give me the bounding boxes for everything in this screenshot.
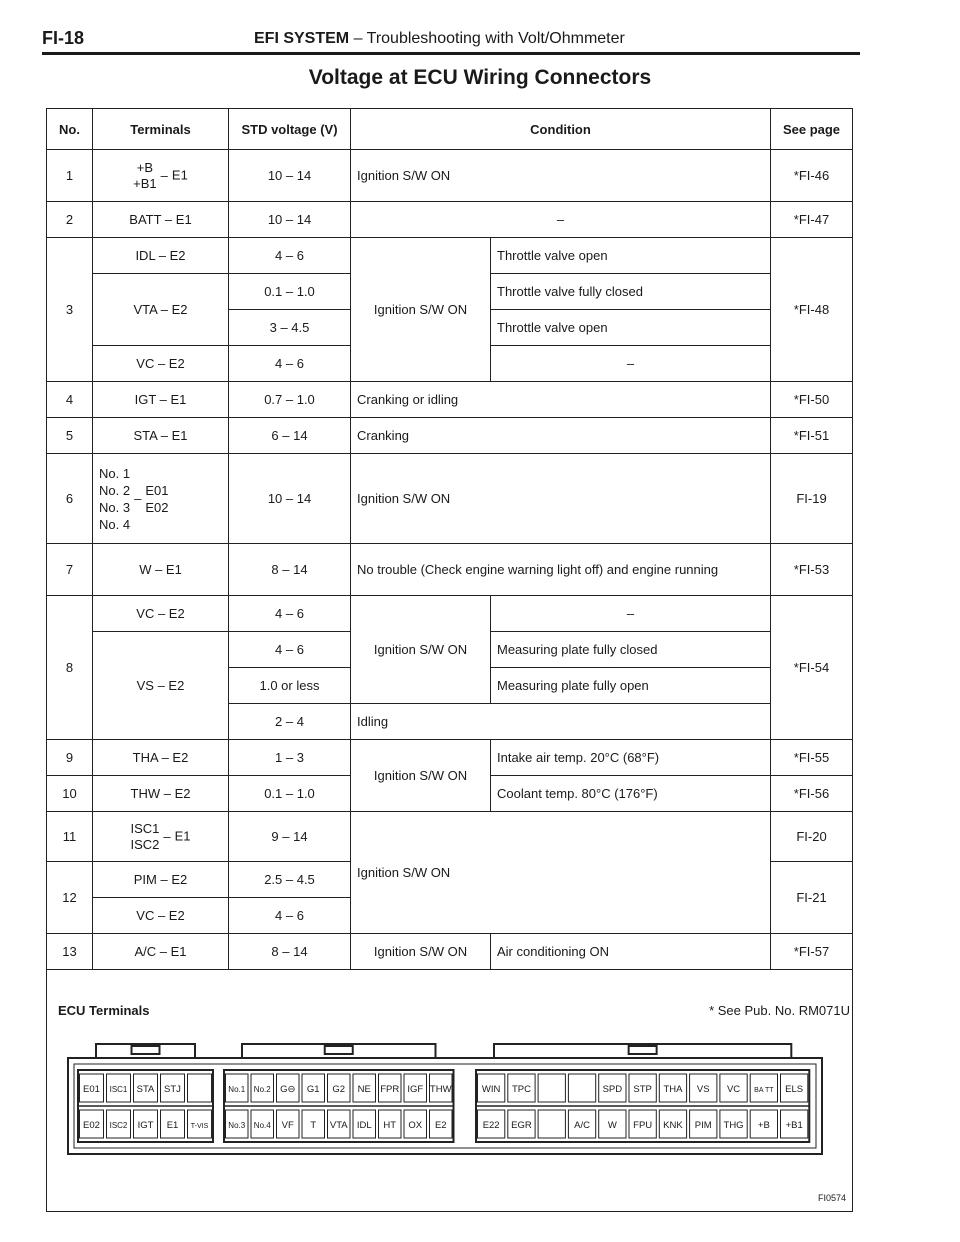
row-no: 7 — [47, 544, 93, 596]
connector-pin-label: W — [607, 1120, 617, 1131]
connector-pin-label: G2 — [332, 1084, 346, 1095]
row-terminals: THA – E2 — [93, 740, 229, 776]
col-no: No. — [47, 109, 93, 150]
connector-pin-label: THG — [723, 1120, 744, 1131]
connector-pin-label: ISC1 — [109, 1085, 128, 1094]
terminal-top: ISC1 — [130, 820, 160, 836]
connector-pin-label: No.2 — [253, 1085, 271, 1094]
connector-pin-label: T-VIS — [190, 1123, 209, 1130]
cylinder-1: No. 1 — [99, 465, 131, 481]
row-see: *FI-56 — [771, 776, 853, 812]
connector-pin-label: +B1 — [785, 1120, 803, 1131]
table-row — [47, 812, 853, 862]
row-std: 4 – 6 — [229, 596, 351, 632]
page-title: Voltage at ECU Wiring Connectors — [308, 66, 652, 89]
row-subcondition: Throttle valve open — [491, 238, 771, 274]
ground-e01: E01 — [145, 482, 169, 498]
row-see: *FI-54 — [771, 596, 853, 740]
row-condition: Ignition S/W ON — [351, 740, 491, 812]
row-std: 0.7 – 1.0 — [229, 382, 351, 418]
row-see: *FI-57 — [771, 934, 853, 970]
row-std: 8 – 14 — [229, 934, 351, 970]
row-see: *FI-55 — [771, 740, 853, 776]
connector-latch-key — [629, 1046, 657, 1054]
row-subcondition: Coolant temp. 80°C (176°F) — [491, 776, 771, 812]
table-row — [47, 544, 853, 596]
page-header — [42, 26, 860, 52]
connector-latch-key — [132, 1046, 160, 1054]
connector-pin-label: E1 — [166, 1120, 179, 1131]
row-subcondition: Measuring plate fully open — [491, 668, 771, 704]
connector-pin-label: E2 — [434, 1120, 447, 1131]
connector-pin-label: EGR — [511, 1120, 532, 1131]
connector-pin-label: VC — [726, 1084, 741, 1095]
connector-pin-label: IGT — [137, 1120, 154, 1131]
table-row — [47, 740, 853, 776]
row-std: 3 – 4.5 — [229, 310, 351, 346]
row-no: 3 — [47, 238, 93, 382]
row-std: 9 – 14 — [229, 812, 351, 862]
row-terminals: THW – E2 — [93, 776, 229, 812]
row-see: *FI-50 — [771, 382, 853, 418]
terminal-bottom: ISC2 — [130, 836, 160, 852]
connector-pin-label: No.4 — [253, 1121, 271, 1130]
row-terminals: VC – E2 — [93, 596, 229, 632]
row-no: 10 — [47, 776, 93, 812]
terminal-dash: – — [160, 168, 168, 183]
row-subcondition: – — [491, 596, 771, 632]
table-row — [47, 238, 853, 274]
row-no: 9 — [47, 740, 93, 776]
col-terminals: Terminals — [93, 109, 229, 150]
row-no: 11 — [47, 812, 93, 862]
row-std: 10 – 14 — [229, 150, 351, 202]
cylinder-2: No. 2 — [99, 482, 131, 498]
row-std: 2 – 4 — [229, 704, 351, 740]
connector-pin-label: E22 — [482, 1120, 500, 1131]
ecu-terminals-label: ECU Terminals — [58, 1003, 150, 1018]
terminal-top: +B — [136, 159, 154, 175]
row-std: 6 – 14 — [229, 418, 351, 454]
connector-pin-label: IGF — [407, 1084, 424, 1095]
section-title — [254, 30, 625, 48]
terminal-stack — [133, 160, 157, 192]
connector-pin-label: VTA — [329, 1120, 348, 1131]
table-row — [47, 418, 853, 454]
terminal-right: E1 — [174, 827, 191, 843]
connector-pin-label: ELS — [785, 1084, 804, 1095]
connector-pin-label: PIM — [694, 1120, 712, 1131]
row-std: 4 – 6 — [229, 632, 351, 668]
row-subcondition: Throttle valve fully closed — [491, 274, 771, 310]
cylinder-4: No. 4 — [99, 516, 131, 532]
row-see: *FI-53 — [771, 544, 853, 596]
row-terminals: IDL – E2 — [93, 238, 229, 274]
row-condition: Idling — [351, 704, 771, 740]
connector-pin-label: VS — [696, 1084, 710, 1095]
table-row — [47, 934, 853, 970]
connector-pin-label: BA TT — [754, 1087, 774, 1094]
connector-pin-label: E02 — [83, 1120, 100, 1131]
table-row — [47, 382, 853, 418]
row-see: *FI-47 — [771, 202, 853, 238]
row-std: 0.1 – 1.0 — [229, 274, 351, 310]
connector-pin-label: NE — [357, 1084, 371, 1095]
terminal-stack — [130, 821, 159, 853]
connector-pin-label: G1 — [306, 1084, 320, 1095]
connector-pin-label: G⊖ — [280, 1084, 296, 1095]
row-std: 8 – 14 — [229, 544, 351, 596]
row-condition: – — [351, 202, 771, 238]
row-condition: Ignition S/W ON — [351, 150, 771, 202]
connector-pin-label: No.1 — [228, 1085, 246, 1094]
row-terminals: PIM – E2 — [93, 862, 229, 898]
row-see: *FI-46 — [771, 150, 853, 202]
connector-pin-label: STA — [136, 1084, 155, 1095]
row-no: 5 — [47, 418, 93, 454]
row-no: 4 — [47, 382, 93, 418]
connector-pin-label: T — [310, 1120, 317, 1131]
row-std: 0.1 – 1.0 — [229, 776, 351, 812]
table-row — [47, 202, 853, 238]
row-terminals: VC – E2 — [93, 346, 229, 382]
row-subcondition: Measuring plate fully closed — [491, 632, 771, 668]
connector-pin-label: VF — [281, 1120, 294, 1131]
row-terminals: STA – E1 — [93, 418, 229, 454]
connector-pin-label: HT — [383, 1120, 397, 1131]
connector-latch-key — [325, 1046, 353, 1054]
row-subcondition: – — [491, 346, 771, 382]
row-std: 4 – 6 — [229, 238, 351, 274]
connector-pin-label: A/C — [574, 1120, 590, 1131]
row-condition: Ignition S/W ON — [351, 812, 771, 934]
connector-pin-label: No.3 — [228, 1121, 246, 1130]
connector-pin-label: E01 — [83, 1084, 100, 1095]
row-no: 2 — [47, 202, 93, 238]
row-condition: Ignition S/W ON — [351, 596, 491, 704]
row-condition: Cranking or idling — [351, 382, 771, 418]
row-condition: Ignition S/W ON — [351, 454, 771, 544]
row-condition: Ignition S/W ON — [351, 238, 491, 382]
connector-pin-label: STJ — [164, 1084, 181, 1095]
row-no: 1 — [47, 150, 93, 202]
row-no: 12 — [47, 862, 93, 934]
terminal-bottom: +B1 — [133, 175, 157, 191]
connector-pin-label: SPD — [602, 1084, 623, 1095]
row-terminals: W – E1 — [93, 544, 229, 596]
connector-pin-label: ISC2 — [109, 1121, 128, 1130]
connector-pin-label: STP — [633, 1084, 652, 1095]
row-subcondition: Air conditioning ON — [491, 934, 771, 970]
row-std: 10 – 14 — [229, 202, 351, 238]
table-row — [47, 150, 853, 202]
table-row — [47, 596, 853, 632]
row-terminals: VC – E2 — [93, 898, 229, 934]
connector-pin-label: FPU — [633, 1120, 653, 1131]
connector-pin-label: OX — [408, 1120, 423, 1131]
terminal-dash: – — [134, 491, 142, 506]
row-see: FI-20 — [771, 812, 853, 862]
col-condition: Condition — [351, 109, 771, 150]
section-name: EFI SYSTEM — [254, 30, 350, 47]
row-terminals: VS – E2 — [93, 632, 229, 740]
row-std: 2.5 – 4.5 — [229, 862, 351, 898]
terminal-right: E1 — [171, 166, 188, 182]
row-subcondition: Throttle valve open — [491, 310, 771, 346]
col-see-page: See page — [771, 109, 853, 150]
row-no: 13 — [47, 934, 93, 970]
row-terminals — [93, 454, 229, 544]
connector-pin-label: TPC — [511, 1084, 531, 1095]
row-condition: Ignition S/W ON — [351, 934, 491, 970]
connector-pin-label: THA — [663, 1084, 683, 1095]
row-std: 1.0 or less — [229, 668, 351, 704]
row-condition: No trouble (Check engine warning light off) and engine running — [351, 544, 771, 596]
row-std: 4 – 6 — [229, 898, 351, 934]
row-std: 10 – 14 — [229, 454, 351, 544]
connector-pin-label: WIN — [481, 1084, 501, 1095]
figure-id: FI0574 — [817, 1193, 846, 1203]
ecu-connector-diagram — [66, 1040, 826, 1160]
section-dash: – — [353, 30, 363, 47]
row-std: 1 – 3 — [229, 740, 351, 776]
connector-pin-label: KNK — [663, 1120, 683, 1131]
cylinder-stack — [99, 465, 130, 533]
col-std-voltage: STD voltage (V) — [229, 109, 351, 150]
table-row — [47, 454, 853, 544]
row-terminals: VTA – E2 — [93, 274, 229, 346]
row-std: 4 – 6 — [229, 346, 351, 382]
row-condition: Cranking — [351, 418, 771, 454]
row-terminals: A/C – E1 — [93, 934, 229, 970]
row-terminals: IGT – E1 — [93, 382, 229, 418]
row-see: *FI-48 — [771, 238, 853, 382]
connector-pin-label: FPR — [380, 1084, 400, 1095]
ground-e02: E02 — [145, 499, 169, 515]
connector-pin-label: IDL — [356, 1120, 372, 1131]
connector-pin-label: +B — [757, 1120, 770, 1131]
row-see: *FI-51 — [771, 418, 853, 454]
page-number: FI-18 — [42, 28, 85, 48]
row-see: FI-21 — [771, 862, 853, 934]
section-subtitle: Troubleshooting with Volt/Ohmmeter — [366, 30, 625, 47]
ground-stack — [145, 482, 168, 516]
row-no: 6 — [47, 454, 93, 544]
row-terminals: BATT – E1 — [93, 202, 229, 238]
row-no: 8 — [47, 596, 93, 740]
row-subcondition: Intake air temp. 20°C (68°F) — [491, 740, 771, 776]
table-header-row — [47, 109, 853, 150]
publication-note: * See Pub. No. RM071U — [709, 1003, 850, 1018]
voltage-table — [46, 108, 853, 970]
row-terminals — [93, 150, 229, 202]
connector-pin-label: THW — [429, 1084, 452, 1095]
terminal-dash: – — [163, 829, 171, 844]
row-terminals — [93, 812, 229, 862]
row-see: FI-19 — [771, 454, 853, 544]
cylinder-3: No. 3 — [99, 499, 131, 515]
header-rule — [42, 52, 860, 55]
